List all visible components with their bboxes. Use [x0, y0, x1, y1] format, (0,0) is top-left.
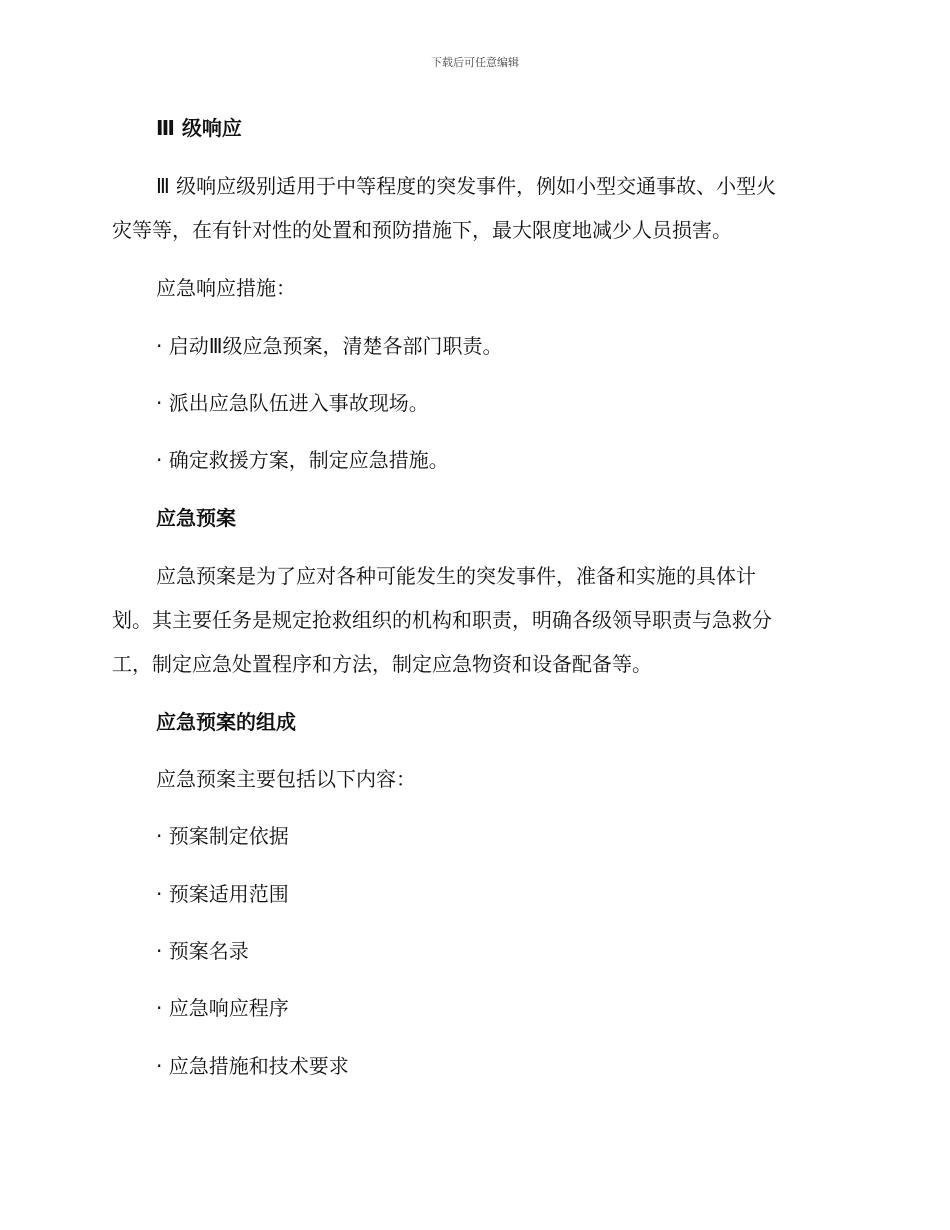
list-item: · 确定救援方案，制定应急措施。	[156, 448, 449, 472]
measures-label: 应急响应措施：	[156, 276, 296, 300]
paragraph-line: 应急预案是为了应对各种可能发生的突发事件，准备和实施的具体计	[156, 564, 756, 588]
paragraph-line: 划。其主要任务是规定抢救组织的机构和职责，明确各级领导职责与急救分	[112, 608, 772, 632]
list-item: · 预案制定依据	[156, 824, 289, 848]
paragraph-line: 灾等等，在有针对性的处置和预防措施下，最大限度地减少人员损害。	[112, 218, 732, 242]
list-item: · 应急措施和技术要求	[156, 1054, 349, 1078]
section-heading-composition: 应急预案的组成	[156, 710, 296, 734]
section-heading-plan: 应急预案	[156, 506, 236, 530]
paragraph-line: Ⅲ 级响应级别适用于中等程度的突发事件，例如小型交通事故、小型火	[156, 174, 777, 198]
paragraph-line: 工，制定应急处置程序和方法，制定应急物资和设备配备等。	[112, 652, 652, 676]
list-item: · 应急响应程序	[156, 996, 289, 1020]
list-item: · 派出应急队伍进入事故现场。	[156, 391, 429, 415]
page-header: 下载后可任意编辑	[431, 56, 519, 69]
composition-label: 应急预案主要包括以下内容：	[156, 767, 416, 791]
list-item: · 预案适用范围	[156, 882, 289, 906]
section-heading-level3: Ⅲ 级响应	[156, 116, 242, 140]
list-item: · 启动Ⅲ级应急预案，清楚各部门职责。	[156, 334, 503, 358]
list-item: · 预案名录	[156, 939, 249, 963]
